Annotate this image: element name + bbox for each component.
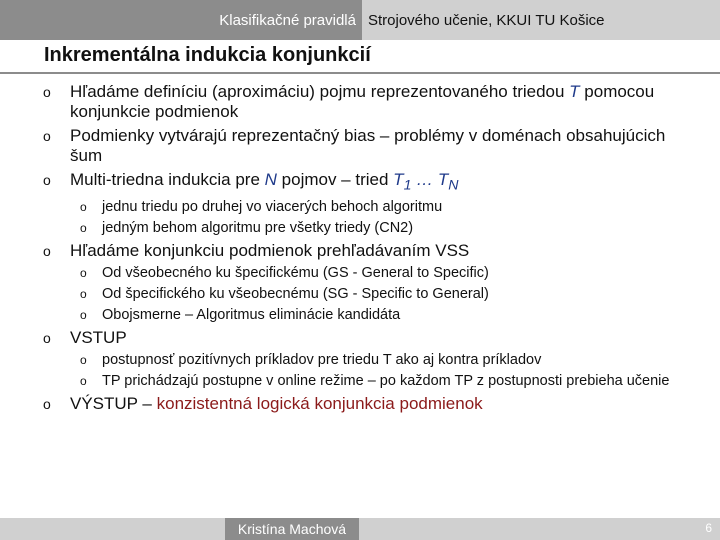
page-number: 6	[705, 521, 712, 535]
footer-author	[225, 518, 359, 540]
sub-bullet	[80, 264, 692, 282]
bullet-text: Podmienky vytvárajú reprezentačný bias – problémy v doménach obsahujúcich šum	[70, 126, 666, 165]
footer-left-bar	[0, 518, 225, 540]
bullet-marker-icon: o	[80, 266, 87, 281]
sub-bullet-text: Od špecifického ku všeobecnému (SG - Specific to General)	[102, 286, 489, 303]
subscript: N	[448, 177, 459, 194]
bullet-multiclass	[43, 170, 685, 195]
sub-bullet-text: Obojsmerne – Algoritmus eliminácie kandidáta	[102, 307, 401, 324]
bullet-vss-search	[43, 241, 685, 261]
slide-content	[0, 78, 720, 414]
bullet-text: pomocou konjunkcie podmienok	[70, 82, 655, 121]
author-name: Kristína Machová	[237, 521, 347, 537]
sub-bullet-text: jednu triedu po druhej vo viacerých behoch algoritmu	[102, 199, 443, 216]
sub-bullet	[80, 219, 692, 237]
sub-bullet-text: TP prichádzajú postupne v online režime – po každom TP z postupnosti prebieha učenie	[102, 373, 670, 390]
bullet-marker-icon: o	[43, 84, 51, 100]
bullet-marker-icon: o	[43, 243, 51, 260]
slide-title: Inkrementálna indukcia konjunkcií	[44, 44, 371, 66]
header-course-title	[362, 0, 720, 40]
sub-bullet	[80, 198, 692, 216]
bullet-bias	[43, 126, 685, 166]
sub-bullet-text: jedným behom algoritmu pre všetky triedy (CN2)	[102, 220, 414, 237]
count-symbol: N	[264, 170, 277, 189]
bullet-marker-icon: o	[43, 396, 51, 413]
bullet-marker-icon: o	[43, 128, 51, 144]
bullet-marker-icon: o	[80, 221, 87, 236]
bullet-marker-icon: o	[80, 200, 87, 215]
sub-bullet-text: postupnosť pozitívnych príkladov pre triedu T ako aj kontra príkladov	[102, 352, 542, 369]
sub-bullet	[80, 351, 692, 369]
bullet-text: Multi-triedna indukcia pre	[70, 170, 265, 189]
class-symbol: T	[569, 82, 580, 101]
bullet-definition	[43, 82, 685, 122]
sub-bullet	[80, 306, 692, 324]
ellipsis: …	[411, 170, 438, 189]
class-symbol: T	[437, 170, 449, 189]
sub-bullet	[80, 372, 692, 390]
bullet-input	[43, 328, 685, 348]
header-course-section	[0, 0, 362, 40]
class-symbol: T	[393, 170, 404, 189]
highlighted-text: konzistentná logická konjunkcia podmienok	[156, 394, 483, 414]
bullet-output	[43, 394, 685, 414]
subscript: 1	[403, 177, 412, 194]
bullet-marker-icon: o	[80, 374, 87, 389]
bullet-marker-icon: o	[80, 353, 87, 368]
bullet-text: VÝSTUP –	[70, 394, 157, 414]
bullet-text: Hľadáme definíciu (aproximáciu) pojmu reprezentovaného triedou	[70, 82, 570, 101]
bullet-marker-icon: o	[80, 308, 87, 323]
bullet-marker-icon: o	[43, 172, 51, 188]
bullet-text: Hľadáme konjunkciu podmienok prehľadávaním VSS	[70, 241, 470, 261]
sub-bullet	[80, 285, 692, 303]
header-right-label: Strojového učenie, KKUI TU Košice	[368, 11, 605, 29]
bullet-marker-icon: o	[43, 330, 51, 347]
footer-right-bar	[359, 518, 720, 540]
bullet-text: pojmov – tried	[276, 170, 394, 189]
bullet-marker-icon: o	[80, 287, 87, 302]
sub-bullet-text: Od všeobecného ku špecifickému (GS - General to Specific)	[102, 265, 489, 282]
header-left-label: Klasifikačné pravidlá	[219, 11, 356, 29]
bullet-text: VSTUP	[70, 328, 127, 348]
title-divider	[0, 72, 720, 74]
